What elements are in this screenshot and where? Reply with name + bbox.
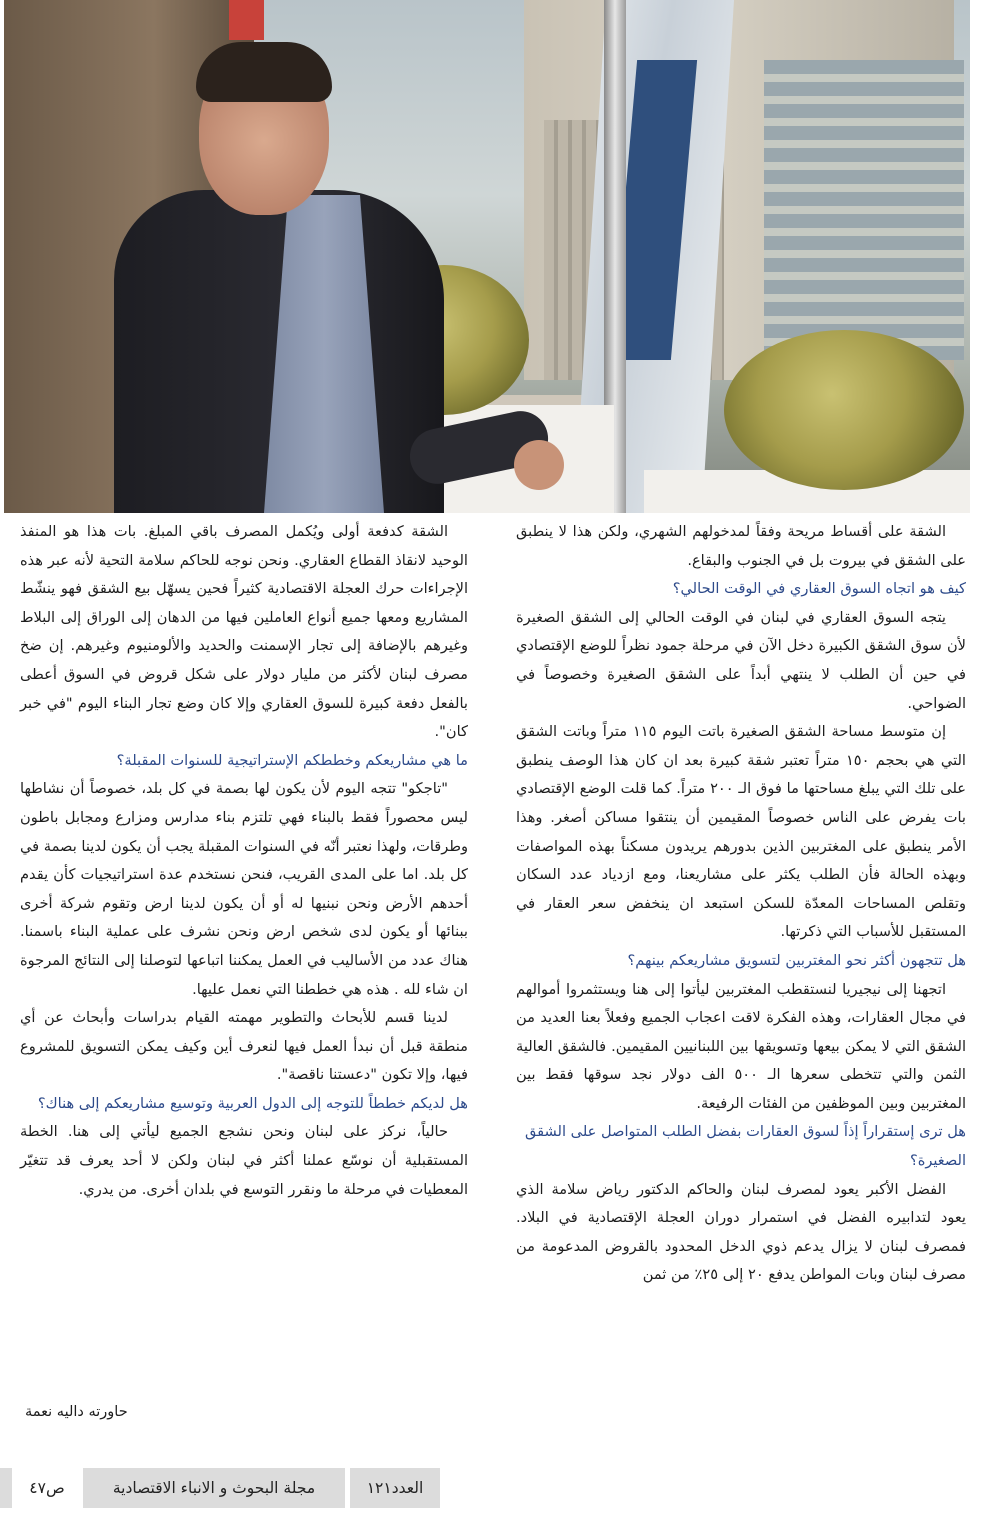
footer-edge [0,1468,12,1508]
paragraph: إن متوسط مساحة الشقق الصغيرة باتت اليوم ١١٥ متراً وباتت الشقق التي هي بحجم ١٥٠ متراً تعتبر شقة كبيرة بعد ان كان هذا الوصف ينطبق على تلك التي يبلغ مساحتها ما فوق الـ ٢٠٠ متراً. كما قلت الوضع الإقتصادي بات يفرض على الناس خصوصاً المقيمين أن ينتقوا مساكن أصغر. وهذا الأمر ينطبق على المغتربين الذين بدورهم يريدون مسكناً بهذه المواصفات وبهذه الحالة فأن الطلب يكثر على مشاريعنا، ومع ازدياد عدد السكان وتقلص المساحات المعدّة للسكن استبعد ان ينخفض سعر العقار في المستقبل للأسباب التي ذكرتها. [516,723,966,941]
paragraph: اتجهنا إلى نيجيريا لنستقطب المغتربين ليأتوا إلى هنا ويستثمروا أموالهم في مجال العقارات، وهذه الفكرة لاقت اعجاب الجميع وفعلاً بعنا العديد من الشقق التي لا يمكن بيعها وتسويقها بين اللبنانيين المقيمين. فالشقق العالية الثمن والتي تتخطى سعرها الـ ٥٠٠ الف دولار نجد سوقها فقط بين المغتربين وبين الموظفين من الفئات الرفيعة. [516,980,966,1112]
hand [514,440,564,490]
interview-question: هل لديكم خططاً للتوجه إلى الدول العربية وتوسيع مشاريعكم إلى هناك؟ [37,1094,468,1112]
interview-question: هل تتجهون أكثر نحو المغتربين لتسويق مشاريعكم بينهم؟ [627,951,966,969]
paragraph: حالياً، نركز على لبنان ونحن نشجع الجميع ليأتي إلى هنا. الخطة المستقبلية أن نوسّع عملنا أكثر في لبنان ولكن لا أحد يعرف قد تتغيّر المعطيات في مرحلة ما ونقرر التوسع في بلدان أخرى. من يدري. [20,1123,468,1198]
byline: حاورته داليه نعمة [25,1404,128,1420]
article-column-left [20,518,468,1204]
article-column-right [516,518,966,1290]
page-number: ص٤٧ [16,1468,78,1508]
magazine-title: مجلة البحوث و الانباء الاقتصادية [83,1468,345,1508]
page-footer [0,1468,1000,1508]
interview-photo [4,0,970,513]
interview-question: ما هي مشاريعكم وخططكم الإستراتيجية للسنوات المقبلة؟ [116,751,468,769]
background-building [764,60,964,360]
paragraph: يتجه السوق العقاري في لبنان في الوقت الحالي إلى الشقق الصغيرة لأن سوق الشقق الكبيرة دخل الآن في مرحلة جمود نظراً للوضع الإقتصادي في حين أن الطلب لا ينتهي أبداً على الشقق الصغيرة وخصوصاً في الضواحي. [516,608,966,712]
paragraph: لدينا قسم للأبحاث والتطوير مهمته القيام بدراسات وأبحاث عن أي منطقة قبل أن نبدأ العمل فيها لنعرف أين وكيف يمكن التسويق للمشروع فيها، وإلا تكون "دعستنا ناقصة". [20,1009,468,1084]
paragraph: الشقة على أقساط مريحة وفقاً لمدخولهم الشهري، ولكن هذا لا ينطبق على الشقق في بيروت بل في الجنوب والبقاع. [516,523,966,569]
interviewee [114,20,574,513]
issue-number: العدد١٢١ [350,1468,440,1508]
cactus-plant [724,330,964,490]
paragraph: الشقة كدفعة أولى ويُكمل المصرف باقي المبلغ. بات هذا هو المنفذ الوحيد لانقاذ القطاع العقاري. ونحن نوجه للحاكم سلامة التحية لأنه عبر هذه الإجراءات حرك العجلة الاقتصادية كثيراً فحين يسهّل بيع الشقق فهو ينشّط المشاريع ومعها جميع أنواع العاملين فيها من الدهان إلى الوراق إلى البلاط وغيرهم بالإضافة إلى تجار الإسمنت والحديد والألومنيوم وغيرهم. إن ضخ مصرف لبنان لأكثر من مليار دولار على شكل قروض في السوق أعطى بالفعل دفعة كبيرة للسوق العقاري وإلا كان وضع تجار البناء اليوم "في خبر كان". [20,523,468,741]
paragraph: "تاجكو" تتجه اليوم لأن يكون لها بصمة في كل بلد، خصوصاً أن نشاطها ليس محصوراً فقط بالبناء فهي تلتزم بناء مدارس ومزارع ومجابل باطون وطرقات، ولهذا نعتبر أنّه في السنوات المقبلة يجب أن يكون لدينا بصمة في كل بلد. اما على المدى القريب، فنحن نستخدم عدة استراتيجيات كأن يقدم أحدهم الأرض ونحن نبنيها له أو أن يكون لدينا ارض وتقوم شركة أخرى ببنائها أو يكون لدى شخص ارض ونحن نشرف على عملية البناء باسمنا. هناك عدد من الأساليب في العمل يمكننا اتباعها لتوصلنا إلى النتائج المرجوة ان شاء لله . هذه هي خططنا التي نعمل عليها. [20,780,468,998]
interview-question: هل ترى إستقراراً إذاً لسوق العقارات بفضل الطلب المتواصل على الشقق الصغيرة؟ [524,1123,966,1170]
interview-question: كيف هو اتجاه السوق العقاري في الوقت الحالي؟ [672,580,966,598]
paragraph: الفضل الأكبر يعود لمصرف لبنان والحاكم الدكتور رياض سلامة الذي يعود لتدابيره الفضل في استمرار دوران العجلة الإقتصادية في البلاد. فمصرف لبنان لا يزال يدعم ذوي الدخل المحدود بالقروض المدعومة من مصرف لبنان وبات المواطن يدفع ٢٠ إلى ٢٥٪ من ثمن [516,1180,966,1284]
hair [196,42,332,102]
